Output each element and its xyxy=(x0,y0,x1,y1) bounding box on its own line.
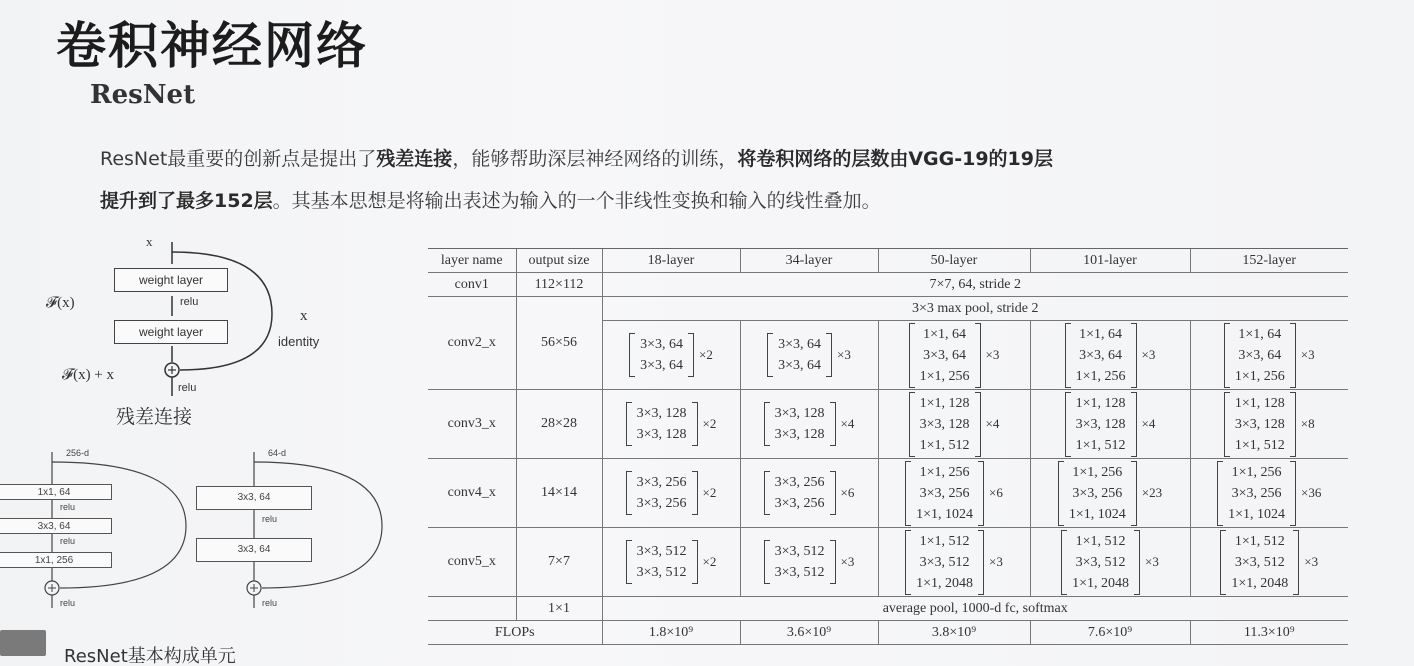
paragraph-text: ，能够帮助深层神经网络的训练， xyxy=(452,148,738,170)
bracket-matrix xyxy=(764,471,836,515)
repeat-multiplier: ×3 xyxy=(1304,554,1319,569)
bracket-matrix xyxy=(909,323,981,388)
repeat-multiplier: ×6 xyxy=(840,485,855,500)
bracket-lines xyxy=(632,541,692,583)
bracket-lines xyxy=(911,462,978,525)
right-bracket xyxy=(1290,392,1296,457)
block-spec-cell xyxy=(878,321,1030,390)
repeat-multiplier: ×8 xyxy=(1300,416,1315,431)
table-row xyxy=(428,459,1348,528)
bracket-matrix xyxy=(764,402,836,446)
block-spec xyxy=(1031,323,1190,388)
relu-label: relu xyxy=(60,536,76,546)
repeat-multiplier: ×3 xyxy=(985,347,1000,362)
layer-spec-line: 3×3, 256 xyxy=(636,496,687,511)
bracket-matrix xyxy=(909,392,981,457)
layer-spec-line: 3×3, 512 xyxy=(636,565,687,580)
right-bracket xyxy=(692,471,698,515)
block-spec xyxy=(603,471,740,515)
block-spec xyxy=(1031,530,1190,595)
bracket-matrix xyxy=(626,402,698,446)
bracket-lines xyxy=(915,324,975,387)
block-spec xyxy=(879,392,1030,457)
bracket-lines xyxy=(635,334,688,376)
conv-3x3-64: 3x3, 64 xyxy=(0,518,112,534)
right-bracket xyxy=(978,461,984,526)
bracket-matrix xyxy=(1224,323,1296,388)
layer-spec-line: 1×1, 128 xyxy=(1075,395,1126,411)
table-row xyxy=(428,273,1348,297)
bottleneck-block xyxy=(0,446,200,616)
paragraph-text: ResNet最重要的创新点是提出了 xyxy=(100,148,377,170)
block-spec-cell xyxy=(740,528,878,597)
block-spec xyxy=(741,402,878,446)
bracket-lines xyxy=(773,334,826,376)
flops-cell: 3.8×10⁹ xyxy=(878,621,1030,645)
repeat-multiplier: ×2 xyxy=(702,416,717,431)
header-cell: layer name xyxy=(428,249,516,273)
layer-spec-line: 1×1, 512 xyxy=(1075,533,1126,549)
repeat-multiplier: ×23 xyxy=(1141,485,1163,500)
layer-spec-line: 3×3, 128 xyxy=(774,427,825,442)
relu-label: relu xyxy=(178,382,197,394)
block-spec xyxy=(1031,461,1190,526)
weight-layer-1: weight layer xyxy=(114,268,228,292)
block-spec-cell xyxy=(1190,459,1348,528)
bracket-matrix xyxy=(764,540,836,584)
layer-name-cell xyxy=(428,597,516,621)
repeat-multiplier: ×2 xyxy=(702,554,717,569)
bracket-lines xyxy=(770,403,830,445)
bracket-matrix xyxy=(626,540,698,584)
conv-1x1-64: 1x1, 64 xyxy=(0,484,112,500)
repeat-multiplier: ×6 xyxy=(989,485,1003,500)
table-row xyxy=(428,297,1348,321)
layer-name-cell: conv4_x xyxy=(428,459,516,528)
layer-spec-line: 3×3, 64 xyxy=(1079,347,1123,363)
block-spec-cell xyxy=(1030,321,1190,390)
block-spec-cell xyxy=(740,390,878,459)
layer-spec-line: 1×1, 256 xyxy=(1231,464,1282,480)
repeat-multiplier: ×36 xyxy=(1301,485,1322,500)
layer-spec-line: 3×3, 128 xyxy=(636,406,687,421)
layer-spec-line: 3×3, 256 xyxy=(636,475,687,490)
right-bracket xyxy=(1131,392,1137,457)
output-size-cell: 56×56 xyxy=(516,297,602,390)
identity-label: identity xyxy=(278,334,320,349)
bracket-matrix xyxy=(905,461,984,526)
layer-spec-line: 3×3, 512 xyxy=(1075,554,1126,570)
weight-layer-2: weight layer xyxy=(114,320,228,344)
block-spec-cell xyxy=(1030,390,1190,459)
repeat-multiplier: ×2 xyxy=(699,347,713,362)
block-spec-cell xyxy=(602,390,740,459)
block-spec-cell xyxy=(602,528,740,597)
basic-block xyxy=(196,446,396,616)
repeat-multiplier: ×3 xyxy=(840,554,855,569)
layer-spec-line: 1×1, 256 xyxy=(1234,368,1285,384)
conv-1x1-256: 1x1, 256 xyxy=(0,552,112,568)
layer-spec-line: 3×3, 512 xyxy=(1234,554,1285,570)
layer-spec-line: 1×1, 256 xyxy=(919,368,970,384)
flops-cell: 11.3×10⁹ xyxy=(1190,621,1348,645)
repeat-multiplier: ×3 xyxy=(1141,347,1156,362)
bracket-matrix xyxy=(1065,392,1137,457)
right-bracket xyxy=(978,530,984,595)
right-bracket xyxy=(830,471,836,515)
output-size-cell: 112×112 xyxy=(516,273,602,297)
block-spec xyxy=(879,530,1030,595)
layer-spec-line: 1×1, 128 xyxy=(1234,395,1285,411)
layer-spec-line: 1×1, 64 xyxy=(1238,326,1282,342)
output-size-cell: 1×1 xyxy=(516,597,602,621)
bracket-lines xyxy=(1230,393,1290,456)
bracket-matrix xyxy=(767,333,832,377)
layer-spec-line: 1×1, 512 xyxy=(1234,533,1285,549)
output-size-cell: 7×7 xyxy=(516,528,602,597)
repeat-multiplier: ×3 xyxy=(837,347,851,362)
bracket-lines xyxy=(770,472,830,514)
block-spec xyxy=(603,333,740,377)
block-spec-cell xyxy=(878,528,1030,597)
repeat-multiplier: ×3 xyxy=(989,554,1003,569)
block-spec xyxy=(741,333,878,377)
layer-spec-line: 3×3, 128 xyxy=(1075,416,1126,432)
bracket-matrix xyxy=(1224,392,1296,457)
conv1-spec-cell: 7×7, 64, stride 2 xyxy=(602,273,1348,297)
block-spec xyxy=(879,461,1030,526)
right-bracket xyxy=(692,402,698,446)
header-cell: 101-layer xyxy=(1030,249,1190,273)
right-bracket xyxy=(1131,323,1137,388)
layer-spec-line: 1×1, 2048 xyxy=(916,575,974,591)
layer-spec-line: 3×3, 64 xyxy=(640,337,684,352)
layer-spec-line: 3×3, 512 xyxy=(636,544,687,559)
table-header-row xyxy=(428,249,1348,273)
bracket-lines xyxy=(770,541,830,583)
layer-spec-line: 1×1, 128 xyxy=(919,395,970,411)
flops-cell: 1.8×10⁹ xyxy=(602,621,740,645)
bracket-lines xyxy=(915,393,975,456)
repeat-multiplier: ×4 xyxy=(840,416,855,431)
block-spec-cell xyxy=(602,459,740,528)
bracket-matrix xyxy=(1058,461,1137,526)
layer-spec-line: 1×1, 512 xyxy=(1234,437,1285,453)
layer-spec-line: 3×3, 256 xyxy=(1231,485,1282,501)
paragraph-emphasis: 提升到了最多152层 xyxy=(100,190,273,212)
layer-spec-line: 1×1, 512 xyxy=(919,437,970,453)
block-spec xyxy=(603,540,740,584)
bracket-lines xyxy=(632,403,692,445)
bracket-matrix xyxy=(1220,530,1299,595)
bracket-matrix xyxy=(629,333,694,377)
repeat-multiplier: ×4 xyxy=(985,416,1000,431)
bracket-lines xyxy=(911,531,978,594)
right-bracket xyxy=(688,333,694,377)
bracket-lines xyxy=(1071,393,1131,456)
layer-spec-line: 3×3, 512 xyxy=(919,554,970,570)
relu-label: relu xyxy=(262,598,278,608)
layer-spec-line: 1×1, 2048 xyxy=(1231,575,1289,591)
block-spec-cell xyxy=(878,390,1030,459)
header-cell: 152-layer xyxy=(1190,249,1348,273)
bracket-lines xyxy=(1064,462,1131,525)
fx-label: 𝓕(x) xyxy=(46,295,75,311)
output-size-cell: 14×14 xyxy=(516,459,602,528)
block-spec xyxy=(1031,392,1190,457)
bracket-lines xyxy=(1223,462,1290,525)
right-bracket xyxy=(1134,530,1140,595)
layer-spec-line: 1×1, 512 xyxy=(919,533,970,549)
layer-spec-line: 3×3, 256 xyxy=(774,496,825,511)
right-bracket xyxy=(1131,461,1137,526)
resnet-architecture-table xyxy=(428,248,1348,645)
block-spec xyxy=(1191,392,1349,457)
residual-block-diagram xyxy=(40,234,360,434)
layer-spec-line: 3×3, 64 xyxy=(923,347,967,363)
block-spec xyxy=(879,323,1030,388)
bracket-matrix xyxy=(1065,323,1137,388)
flops-row xyxy=(428,621,1348,645)
layer-spec-line: 3×3, 512 xyxy=(774,565,825,580)
layer-name-cell: conv2_x xyxy=(428,297,516,390)
layer-spec-line: 1×1, 256 xyxy=(1075,368,1126,384)
layer-spec-line: 1×1, 1024 xyxy=(1228,506,1286,522)
block-spec-cell xyxy=(740,459,878,528)
block-spec-cell xyxy=(1030,528,1190,597)
layer-spec-line: 1×1, 64 xyxy=(1079,326,1123,342)
conv-3x3-64: 3x3, 64 xyxy=(196,538,312,562)
layer-spec-line: 3×3, 256 xyxy=(1072,485,1123,501)
bracket-lines xyxy=(1067,531,1134,594)
block-spec-cell xyxy=(1190,390,1348,459)
paragraph-emphasis: 残差连接 xyxy=(376,148,453,170)
block-spec xyxy=(1191,530,1349,595)
bracket-matrix xyxy=(1061,530,1140,595)
bracket-matrix xyxy=(1217,461,1296,526)
right-bracket xyxy=(1290,323,1296,388)
table-row xyxy=(428,597,1348,621)
section-subtitle: ResNet xyxy=(90,80,196,110)
bracket-lines xyxy=(632,472,692,514)
right-bracket xyxy=(1293,530,1299,595)
layer-spec-line: 3×3, 64 xyxy=(640,358,684,373)
paragraph-text: 。其基本思想是将输出表述为输入的一个非线性变换和输入的线性叠加。 xyxy=(272,190,881,212)
block-spec-cell xyxy=(1030,459,1190,528)
block-spec xyxy=(741,540,878,584)
right-bracket xyxy=(826,333,832,377)
bracket-lines xyxy=(1071,324,1131,387)
block-spec xyxy=(1191,323,1349,388)
right-bracket xyxy=(830,540,836,584)
conv-3x3-64: 3x3, 64 xyxy=(196,486,312,510)
right-bracket xyxy=(692,540,698,584)
fx-plus-x-label: 𝓕(x) + x xyxy=(62,367,115,383)
final-spec-cell: average pool, 1000-d fc, softmax xyxy=(602,597,1348,621)
flops-cell: 7.6×10⁹ xyxy=(1030,621,1190,645)
residual-caption: 残差连接 xyxy=(116,406,193,428)
slide-tab-marker xyxy=(0,630,46,656)
block-spec-cell xyxy=(602,321,740,390)
layer-spec-line: 1×1, 64 xyxy=(923,326,967,342)
input-dim-label: 256-d xyxy=(66,448,90,458)
layer-name-cell: conv5_x xyxy=(428,528,516,597)
paragraph-line-1 xyxy=(100,144,1340,171)
header-cell: 50-layer xyxy=(878,249,1030,273)
flops-cell: 3.6×10⁹ xyxy=(740,621,878,645)
block-spec-cell xyxy=(1190,321,1348,390)
relu-label: relu xyxy=(180,296,199,308)
repeat-multiplier: ×2 xyxy=(702,485,717,500)
relu-label: relu xyxy=(60,598,76,608)
layer-spec-line: 3×3, 256 xyxy=(774,475,825,490)
right-bracket xyxy=(1290,461,1296,526)
header-cell: 34-layer xyxy=(740,249,878,273)
relu-label: relu xyxy=(60,502,76,512)
block-spec xyxy=(741,471,878,515)
layer-spec-line: 3×3, 64 xyxy=(778,358,822,373)
right-bracket xyxy=(975,392,981,457)
layer-spec-line: 1×1, 2048 xyxy=(1072,575,1130,591)
block-spec-cell xyxy=(1190,528,1348,597)
output-size-cell: 28×28 xyxy=(516,390,602,459)
block-caption: ResNet基本构成单元 xyxy=(64,646,236,666)
layer-spec-line: 3×3, 128 xyxy=(774,406,825,421)
paragraph-line-2 xyxy=(100,186,1340,213)
bracket-lines xyxy=(1230,324,1290,387)
bracket-matrix xyxy=(905,530,984,595)
layer-name-cell: conv3_x xyxy=(428,390,516,459)
block-spec-cell xyxy=(740,321,878,390)
block-spec-cell xyxy=(878,459,1030,528)
layer-spec-line: 1×1, 512 xyxy=(1075,437,1126,453)
identity-x-label: x xyxy=(300,308,308,324)
relu-label: relu xyxy=(262,514,278,524)
maxpool-spec-cell: 3×3 max pool, stride 2 xyxy=(602,297,1348,321)
repeat-multiplier: ×3 xyxy=(1145,554,1159,569)
layer-spec-line: 1×1, 1024 xyxy=(1068,506,1126,522)
layer-spec-line: 3×3, 128 xyxy=(1234,416,1285,432)
layer-spec-line: 3×3, 64 xyxy=(1238,347,1282,363)
basic-block-arrows xyxy=(196,446,396,616)
layer-spec-line: 3×3, 512 xyxy=(774,544,825,559)
layer-spec-line: 3×3, 64 xyxy=(778,337,822,352)
layer-spec-line: 3×3, 128 xyxy=(919,416,970,432)
layer-spec-line: 3×3, 128 xyxy=(636,427,687,442)
right-bracket xyxy=(830,402,836,446)
block-spec xyxy=(1191,461,1349,526)
paragraph-emphasis: 将卷积网络的层数由VGG-19的19层 xyxy=(737,148,1053,170)
layer-spec-line: 3×3, 256 xyxy=(919,485,970,501)
layer-name-cell: conv1 xyxy=(428,273,516,297)
layer-spec-line: 1×1, 256 xyxy=(1072,464,1123,480)
layer-spec-line: 1×1, 256 xyxy=(919,464,970,480)
input-dim-label: 64-d xyxy=(268,448,287,458)
bracket-matrix xyxy=(626,471,698,515)
table-row xyxy=(428,528,1348,597)
flops-label-cell: FLOPs xyxy=(428,621,602,645)
right-bracket xyxy=(975,323,981,388)
table-row xyxy=(428,390,1348,459)
bracket-lines xyxy=(1226,531,1293,594)
input-x-label: x xyxy=(146,234,153,249)
header-cell: output size xyxy=(516,249,602,273)
page-title: 卷积神经网络 xyxy=(56,17,368,75)
layer-spec-line: 1×1, 1024 xyxy=(916,506,974,522)
repeat-multiplier: ×4 xyxy=(1141,416,1156,431)
repeat-multiplier: ×3 xyxy=(1300,347,1315,362)
header-cell: 18-layer xyxy=(602,249,740,273)
block-spec xyxy=(603,402,740,446)
